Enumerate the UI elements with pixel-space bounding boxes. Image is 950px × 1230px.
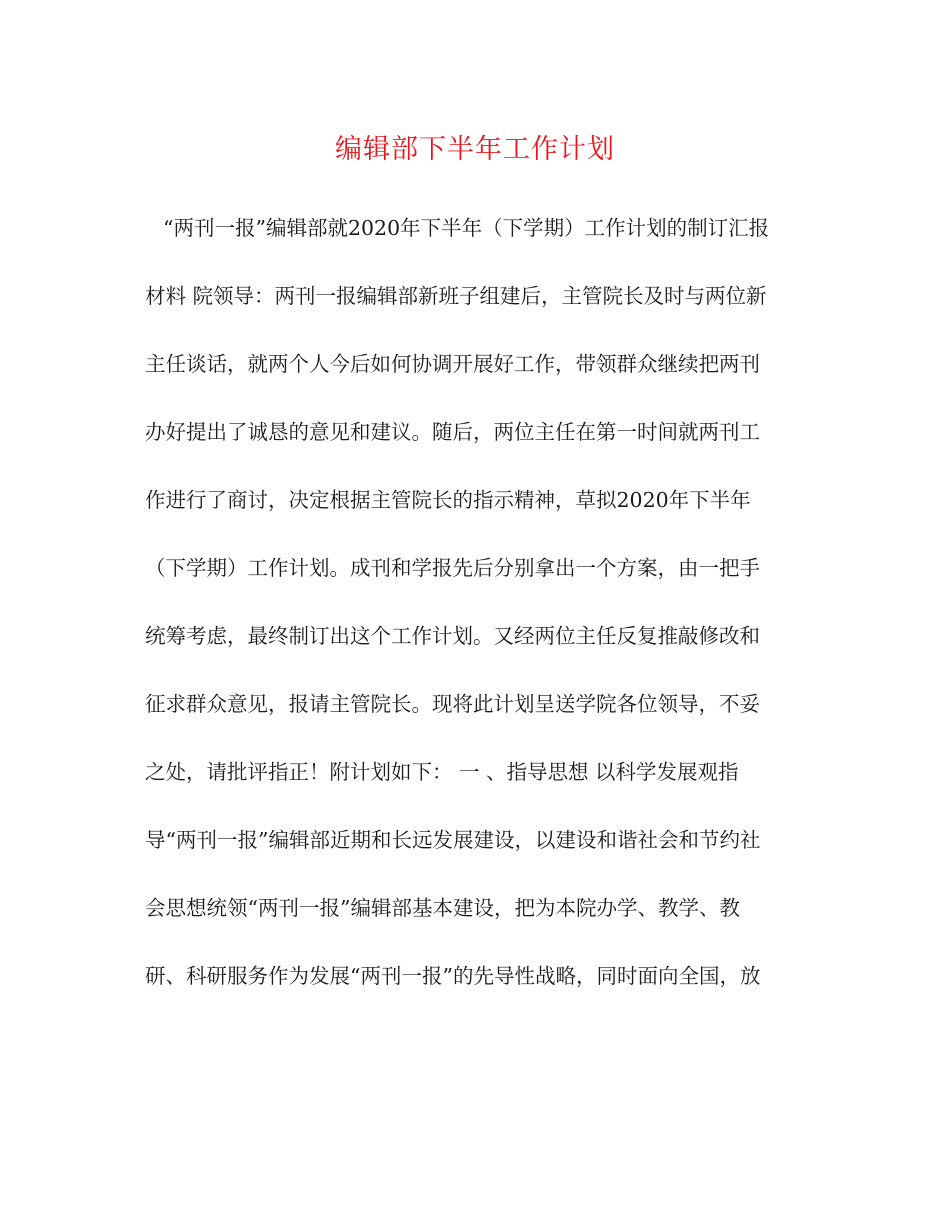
body-line-9: 之处，请批评指正！附计划如下： 一 、指导思想 以科学发展观指 — [145, 760, 739, 784]
body-line-8: 征求群众意见，报请主管院长。现将此计划呈送学院各位领导，不妥 — [145, 692, 760, 716]
body-line-2: 材料 院领导：两刊一报编辑部新班子组建后，主管院长及时与两位新 — [145, 284, 767, 308]
body-line-4: 办好提出了诚恳的意见和建议。随后，两位主任在第一时间就两刊工 — [145, 420, 760, 444]
body-line-10: 导“两刊一报”编辑部近期和长远发展建设，以建设和谐社会和节约社 — [145, 828, 761, 852]
body-line-11: 会思想统领“两刊一报”编辑部基本建设，把为本院办学、教学、教 — [145, 896, 740, 920]
body-line-5: 作进行了商讨，决定根据主管院长的指示精神，草拟2020年下半年 — [145, 488, 751, 512]
body-line-1: “两刊一报”编辑部就2020年下半年（下学期）工作计划的制订汇报 — [163, 216, 770, 240]
document-title: 编辑部下半年工作计划 — [335, 134, 615, 165]
body-line-6: （下学期）工作计划。成刊和学报先后分别拿出一个方案，由一把手 — [145, 556, 760, 580]
document-body — [145, 204, 825, 1020]
body-line-7: 统筹考虑，最终制订出这个工作计划。又经两位主任反复推敲修改和 — [145, 624, 760, 648]
body-line-3: 主任谈话，就两个人今后如何协调开展好工作，带领群众继续把两刊 — [145, 352, 760, 376]
body-line-12: 研、科研服务作为发展“两刊一报”的先导性战略，同时面向全国，放 — [145, 964, 761, 988]
